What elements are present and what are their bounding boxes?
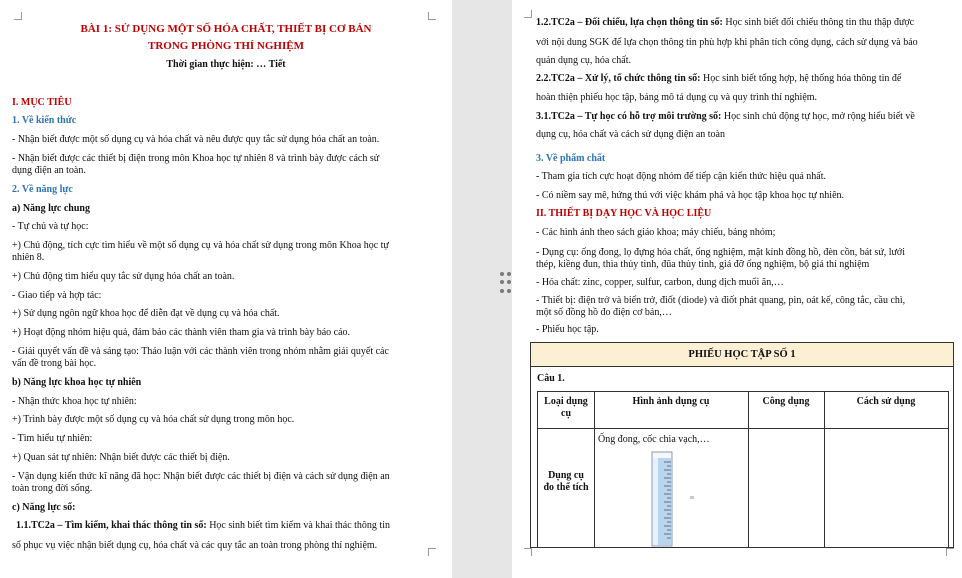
table-column-divider xyxy=(824,392,825,548)
paragraph: vấn đề trong bài học. xyxy=(12,358,97,369)
drag-handle-icon[interactable] xyxy=(500,272,512,294)
paragraph: - Tự chủ và tự học: xyxy=(12,221,89,232)
paragraph: - Có niềm say mê, hứng thú với việc khám phá và học tập khoa học tự nhiên. xyxy=(536,190,845,201)
paragraph xyxy=(536,17,914,29)
paragraph: - Giải quyết vấn đề và sáng tạo: Thảo luận với các thành viên trong nhóm nhằm giải quyết các xyxy=(12,346,389,357)
margin-corner-mark xyxy=(946,548,954,556)
paragraph: hoàn thiện phiếu học tập, bảng mô tả dụng cụ và quy trình thí nghiệm. xyxy=(536,92,818,103)
competency-code: 1.2.TC2a – Đối chiếu, lựa chọn thông tin số: xyxy=(536,17,723,28)
paragraph: toàn trong đời sống. xyxy=(12,483,93,494)
paragraph: +) Chủ động tìm hiểu quy tắc sử dụng hóa chất an toàn. xyxy=(12,271,235,282)
paragraph: dụng điện an toàn. xyxy=(12,165,86,176)
paragraph: một số đồng hồ đo điện cơ bản,… xyxy=(536,307,672,318)
paragraph: - Nhận biết được một số dụng cụ và hóa chất và nêu được quy tắc sử dụng hóa chất an toàn. xyxy=(12,134,380,145)
column-header-usage: Cách sử dụng xyxy=(856,396,916,407)
paragraph: số phục vụ việc nhận biết dụng cụ, hóa chất và các quy tắc an toàn trong phòng thí nghiệm. xyxy=(12,540,378,551)
duration-text: Thời gian thực hiện: … Tiết xyxy=(166,59,286,70)
paragraph: - Thiết bị: điện trở và biến trở, điốt (diode) và điốt phát quang, pin, oát kế, công tắc, cầu chì, xyxy=(536,295,906,306)
question-label: Câu 1. xyxy=(537,373,565,384)
paragraph: - Vận dụng kiến thức kĩ năng đã học: Nhận biết được các thiết bị điện và cách sử dụng điện an xyxy=(12,471,390,482)
paragraph: nhiên 8. xyxy=(12,252,45,263)
image-caption: Ống đong, cốc chia vạch,… xyxy=(598,434,710,445)
document-page-left xyxy=(0,0,452,578)
document-title: BÀI 1: SỬ DỤNG MỘT SỐ HÓA CHẤT, THIẾT BỊ CƠ BẢN xyxy=(80,23,372,35)
subsection-heading: 1. Về kiến thức xyxy=(12,115,77,126)
margin-corner-mark xyxy=(428,548,436,556)
competency-code: 1.1.TC2a – Tìm kiếm, khai thác thông tin số: xyxy=(16,520,207,531)
paragraph: - Tìm hiểu tự nhiên: xyxy=(12,433,93,444)
paragraph: +) Trình bày được một số dụng cụ và hóa chất sử dụng trong môn học. xyxy=(12,414,295,425)
worksheet-table xyxy=(530,342,954,548)
table-column-divider xyxy=(748,392,749,548)
competency-text: Học sinh biết tìm kiếm và khai thác thông tin xyxy=(206,520,390,531)
paragraph: - Nhận biết được các thiết bị điện trong môn Khoa học tự nhiên 8 và trình bày được cách sử xyxy=(12,153,380,164)
column-header-type: Loại dụng cụ xyxy=(544,396,588,419)
paragraph: quản dụng cụ, hóa chất. xyxy=(536,55,631,66)
column-header-purpose: Công dụng xyxy=(762,396,810,407)
paragraph: - Hóa chất: zinc, copper, sulfur, carbon, dung dịch muối ăn,… xyxy=(536,277,784,288)
paragraph: thép, kiềng đun, thìa thủy tinh, đũa thủy tinh, giá đỡ ống nghiệm, bộ giá thí nghiệm xyxy=(536,259,870,270)
margin-corner-mark xyxy=(524,10,532,18)
graduated-cylinder-icon xyxy=(638,450,708,548)
paragraph: - Phiếu học tập. xyxy=(536,324,599,335)
paragraph xyxy=(536,111,915,123)
margin-corner-mark xyxy=(524,548,532,556)
subsection-heading: a) Năng lực chung xyxy=(12,203,90,214)
margin-corner-mark xyxy=(428,12,436,20)
table-column-divider xyxy=(594,392,595,548)
paragraph xyxy=(536,73,901,85)
section-heading: I. MỤC TIÊU xyxy=(12,97,72,108)
worksheet-title: PHIẾU HỌC TẬP SỐ 1 xyxy=(531,343,953,367)
subsection-heading: 2. Về năng lực xyxy=(12,184,73,195)
competency-code: 3.1.TC2a – Tự học có hỗ trợ môi trường số: xyxy=(536,111,722,122)
paragraph: - Tham gia tích cực hoạt động nhóm để tiếp cận kiến thức hiệu quả nhất. xyxy=(536,171,827,182)
paragraph: +) Chủ động, tích cực tìm hiểu về một số dụng cụ và hóa chất sử dụng trong môn Khoa học tự xyxy=(12,240,389,251)
column-header-image: Hình ảnh dụng cụ xyxy=(632,396,710,407)
competency-code: 2.2.TC2a – Xử lý, tổ chức thông tin số: xyxy=(536,73,701,84)
table-row-divider xyxy=(538,428,948,429)
subsection-heading: b) Năng lực khoa học tự nhiên xyxy=(12,377,142,388)
worksheet-grid xyxy=(537,391,949,547)
subsection-heading: 3. Về phẩm chất xyxy=(536,153,606,164)
paragraph xyxy=(16,520,390,532)
competency-text: Học sinh chủ động tự học, mở rộng hiểu biết về xyxy=(721,111,915,122)
paragraph: +) Hoạt động nhóm hiệu quả, đảm bảo các thành viên tham gia và trình bày báo cáo. xyxy=(12,327,351,338)
margin-corner-mark xyxy=(14,12,22,20)
paragraph: dụng cụ, hóa chất và cách sử dụng điện an toàn xyxy=(536,129,725,140)
paragraph: +) Sử dụng ngôn ngữ khoa học để diễn đạt về dụng cụ và hóa chất. xyxy=(12,308,280,319)
paragraph: - Dụng cụ: ống đong, lọ đựng hóa chất, ống nghiệm, mặt kính đồng hồ, đèn cồn, bát sứ, lưới xyxy=(536,247,905,258)
competency-text: Học sinh biết tổng hợp, hệ thống hóa thông tin để xyxy=(700,73,902,84)
document-title-line2: TRONG PHÒNG THÍ NGHIỆM xyxy=(148,40,304,52)
section-heading: II. THIẾT BỊ DẠY HỌC VÀ HỌC LIỆU xyxy=(536,208,712,219)
paragraph: +) Quan sát tự nhiên: Nhận biết được các thiết bị điện. xyxy=(12,452,230,463)
row-label-volume-tool: Dụng cụ đo thể tích xyxy=(543,470,589,493)
subsection-heading: c) Năng lực số: xyxy=(12,502,76,513)
paragraph: với nội dung SGK để lựa chọn thông tin phù hợp khi phân tích công dụng, cách sử dụng và bảo xyxy=(536,37,918,48)
paragraph: - Giao tiếp và hợp tác: xyxy=(12,290,102,301)
paragraph: - Các hình ảnh theo sách giáo khoa; máy chiếu, bảng nhóm; xyxy=(536,227,776,238)
paragraph: - Nhận thức khoa học tự nhiên: xyxy=(12,396,137,407)
competency-text: Học sinh biết đối chiếu thông tin thu thập được xyxy=(722,17,915,28)
